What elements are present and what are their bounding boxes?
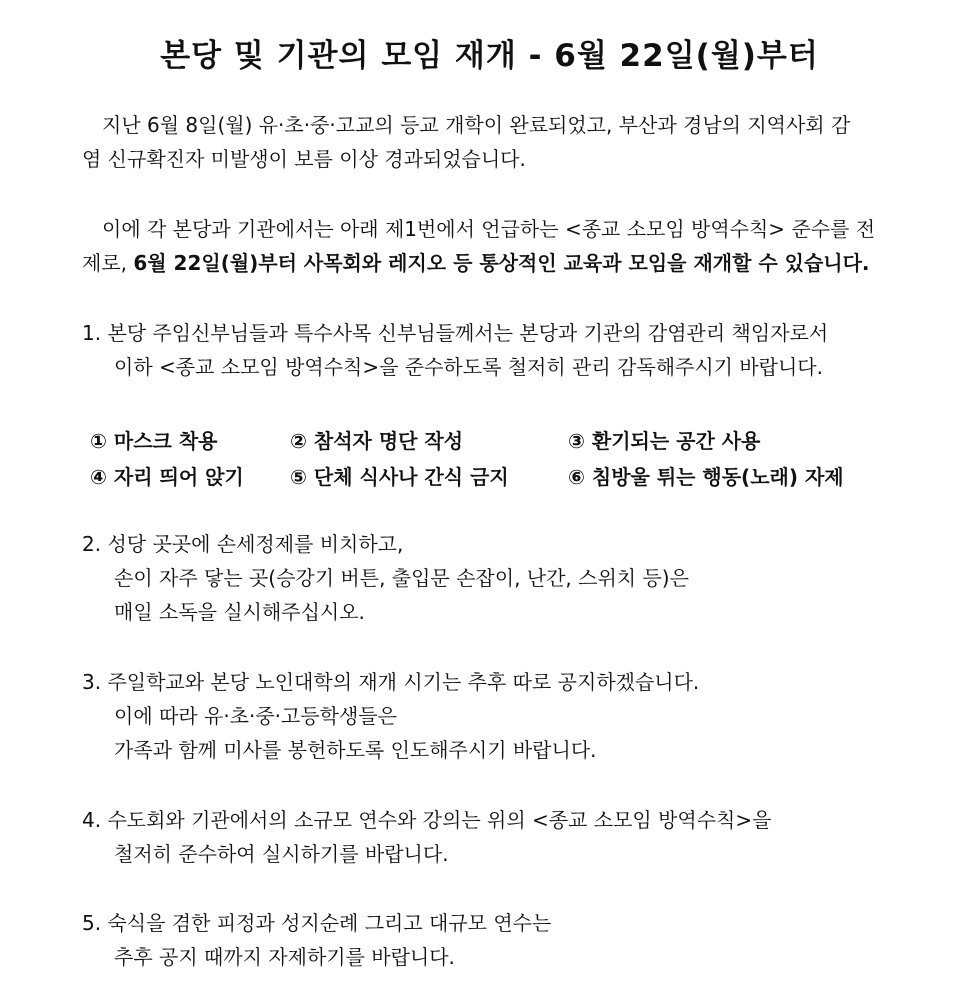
rule-no-group-meals: ⑤ 단체 식사나 간식 금지	[290, 465, 509, 489]
list-item-text: 성당 곳곳에 손세정제를 비치하고,	[107, 532, 404, 556]
announcement-line-2-prefix: 제로,	[82, 251, 134, 275]
rule-distancing: ④ 자리 띄어 앉기	[90, 465, 244, 489]
list-item-line	[82, 906, 892, 940]
list-item-text: 숙식을 겸한 피정과 성지순례 그리고 대규모 연수는	[107, 911, 552, 935]
list-item-number: 3.	[82, 670, 102, 694]
list-item-number: 1.	[82, 321, 102, 345]
list-item-2	[82, 527, 892, 629]
list-item-line: 이하 <종교 소모임 방역수칙>을 준수하도록 철저히 관리 감독해주시기 바랍니다.	[114, 355, 823, 379]
list-item-line	[82, 527, 892, 561]
list-item-text: 주일학교와 본당 노인대학의 재개 시기는 추후 따로 공지하겠습니다.	[107, 670, 700, 694]
intro-paragraph	[82, 108, 884, 176]
list-item-1	[82, 316, 892, 384]
rules-row-2	[90, 459, 890, 495]
list-item-number: 5.	[82, 911, 102, 935]
list-item-number: 2.	[82, 532, 102, 556]
document-title: 본당 및 기관의 모임 재개 - 6월 22일(월)부터	[160, 38, 819, 74]
announcement-line-1: 이에 각 본당과 기관에서는 아래 제1번에서 언급하는 <종교 소모임 방역수칙> 준수를 전	[102, 217, 876, 241]
list-item-3	[82, 665, 892, 767]
list-item-4	[82, 803, 892, 871]
list-item-line: 이에 따라 유·초·중·고등학생들은	[114, 704, 397, 728]
quarantine-rules	[90, 423, 890, 495]
intro-line-1: 지난 6월 8일(월) 유·초·중·고교의 등교 개학이 완료되었고, 부산과 경남의 지역사회 감	[102, 113, 851, 137]
list-item-text: 수도회와 기관에서의 소규모 연수와 강의는 위의 <종교 소모임 방역수칙>을	[107, 808, 772, 832]
list-item-line: 추후 공지 때까지 자제하기를 바랍니다.	[114, 945, 455, 969]
list-item-line: 가족과 함께 미사를 봉헌하도록 인도해주시기 바랍니다.	[114, 738, 597, 762]
intro-line-2: 염 신규확진자 미발생이 보름 이상 경과되었습니다.	[82, 147, 526, 171]
list-item-line	[82, 316, 892, 350]
list-item-line	[82, 665, 892, 699]
announcement-reopen-date: 6월 22일(월)부터 사목회와 레지오 등 통상적인 교육과 모임을 재개할 수 있습니다.	[133, 251, 870, 275]
rules-row-1	[90, 423, 890, 459]
list-item-number: 4.	[82, 808, 102, 832]
list-item-line	[82, 803, 892, 837]
rule-attendee-list: ② 참석자 명단 작성	[290, 429, 464, 453]
list-item-text: 본당 주임신부님들과 특수사목 신부님들께서는 본당과 기관의 감염관리 책임자로서	[107, 321, 829, 345]
list-item-line: 손이 자주 닿는 곳(승강기 버튼, 출입문 손잡이, 난간, 스위치 등)은	[114, 566, 689, 590]
list-item-line: 철저히 준수하여 실시하기를 바랍니다.	[114, 842, 449, 866]
announcement-paragraph	[82, 212, 884, 280]
announcement-line-2	[82, 246, 884, 280]
rule-ventilation: ③ 환기되는 공간 사용	[568, 429, 761, 453]
list-item-5	[82, 906, 892, 974]
list-item-line: 매일 소독을 실시해주십시오.	[114, 600, 365, 624]
rule-mask: ① 마스크 착용	[90, 429, 218, 453]
rule-no-singing: ⑥ 침방울 튀는 행동(노래) 자제	[568, 465, 844, 489]
